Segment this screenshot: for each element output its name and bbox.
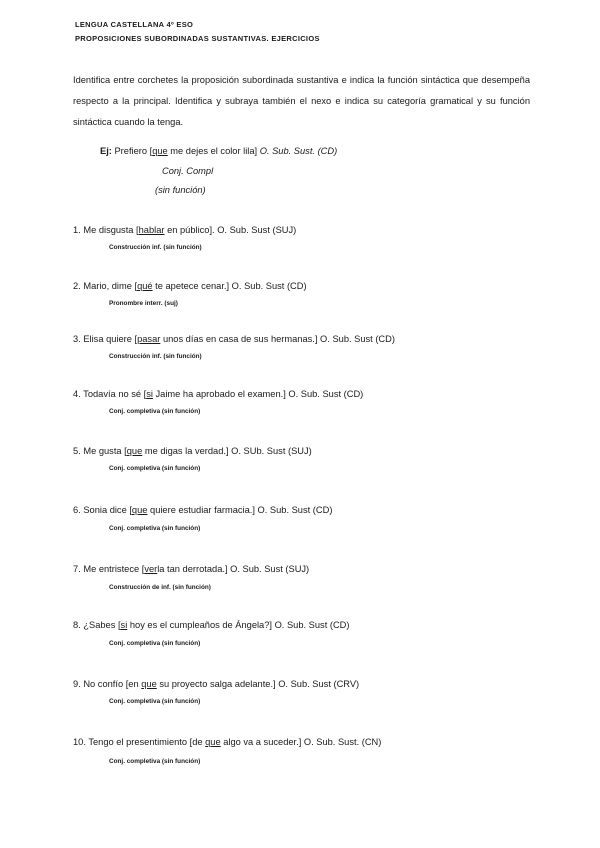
example-label: Ej:: [100, 146, 112, 156]
exercise-item-10: [73, 737, 381, 747]
example-nexo-function: (sin función): [155, 185, 206, 195]
item-text-before: 2. Mario, dime [: [73, 281, 138, 291]
item-nexo: si: [146, 389, 153, 399]
example-nexo: que: [152, 146, 168, 156]
exercise-note-8: Conj. completiva (sin función): [109, 640, 201, 647]
item-text-before: 5. Me gusta [: [73, 446, 127, 456]
exercise-item-8: [73, 620, 349, 630]
exercise-note-10: Conj. completiva (sin función): [109, 758, 201, 765]
example-before: Prefiero [: [111, 146, 153, 156]
exercise-item-1: [73, 225, 296, 235]
item-text-after: su proyecto salga adelante.] O. Sub. Sust (CRV): [156, 679, 360, 689]
exercise-item-5: [73, 446, 312, 456]
item-nexo: que: [205, 737, 221, 747]
exercise-note-9: Conj. completiva (sin función): [109, 698, 201, 705]
item-nexo: que: [126, 446, 143, 456]
example-sentence: [100, 146, 337, 156]
item-nexo: pasar: [137, 334, 161, 344]
item-text-after: quiere estudiar farmacia.] O. Sub. Sust (CD): [147, 505, 333, 515]
exercise-note-2: Pronombre interr. (suj): [109, 300, 178, 307]
example-nexo-category: Conj. Compl: [162, 166, 214, 176]
exercise-item-6: [73, 505, 332, 515]
item-text-after: unos días en casa de sus hermanas.] O. Sub. Sust (CD): [160, 334, 395, 344]
item-text-before: 4. Todavía no sé [: [73, 389, 147, 399]
item-text-before: 6. Sonia dice [: [73, 505, 132, 515]
exercise-note-7: Construcción de inf. (sin función): [109, 584, 211, 591]
item-text-before: 8. ¿Sabes [: [73, 620, 121, 630]
exercise-item-2: [73, 281, 307, 291]
item-text-before: 7. Me entristece [: [73, 564, 145, 574]
item-text-after: la tan derrotada.] O. Sub. Sust (SUJ): [157, 564, 310, 574]
item-text-before: 1. Me disgusta [: [73, 225, 139, 235]
exercise-item-7: [73, 564, 309, 574]
item-nexo: que: [131, 505, 148, 515]
item-nexo: qué: [137, 281, 153, 291]
item-text-after: en público]. O. Sub. Sust (SUJ): [164, 225, 297, 235]
item-text-after: Jaime ha aprobado el examen.] O. Sub. Sust (CD): [152, 389, 364, 399]
item-text-after: me digas la verdad.] O. SUb. Sust (SUJ): [142, 446, 312, 456]
document-header: [75, 18, 320, 46]
item-nexo: que: [141, 679, 157, 689]
item-nexo: hablar: [138, 225, 165, 235]
instructions-paragraph: Identifica entre corchetes la proposición subordinada sustantiva e indica la función sintáctica que desempeña respecto a la principal. Identifica y subraya también el nexo e indica su categoría gramatical y su función sintáctica cuando la tenga.: [73, 75, 530, 127]
item-nexo: ver: [144, 564, 158, 574]
exercise-note-6: Conj. completiva (sin función): [109, 525, 201, 532]
exercise-item-3: [73, 334, 395, 344]
exercise-note-5: Conj. completiva (sin función): [109, 465, 201, 472]
example-function: O. Sub. Sust. (CD): [259, 146, 338, 156]
exercise-note-4: Conj. completiva (sin función): [109, 408, 201, 415]
item-text-before: 10. Tengo el presentimiento [de: [73, 737, 206, 747]
item-text-after: algo va a suceder.] O. Sub. Sust. (CN): [220, 737, 382, 747]
header-course: LENGUA CASTELLANA 4º ESO: [75, 20, 194, 29]
exercise-note-1: Construcción inf. (sin función): [109, 244, 202, 251]
exercise-item-9: [73, 679, 359, 689]
exercise-note-3: Construcción inf. (sin función): [109, 353, 202, 360]
item-text-after: hoy es el cumpleaños de Ángela?] O. Sub. Sust (CD): [127, 620, 350, 630]
exercise-item-4: [73, 389, 363, 399]
header-topic: PROPOSICIONES SUBORDINADAS SUSTANTIVAS. EJERCICIOS: [75, 34, 320, 43]
example-after: me dejes el color lila]: [167, 146, 260, 156]
item-text-before: 3. Elisa quiere [: [73, 334, 138, 344]
item-text-before: 9. No confío [en: [73, 679, 142, 689]
item-nexo: si: [120, 620, 128, 630]
item-text-after: te apetece cenar.] O. Sub. Sust (CD): [152, 281, 307, 291]
